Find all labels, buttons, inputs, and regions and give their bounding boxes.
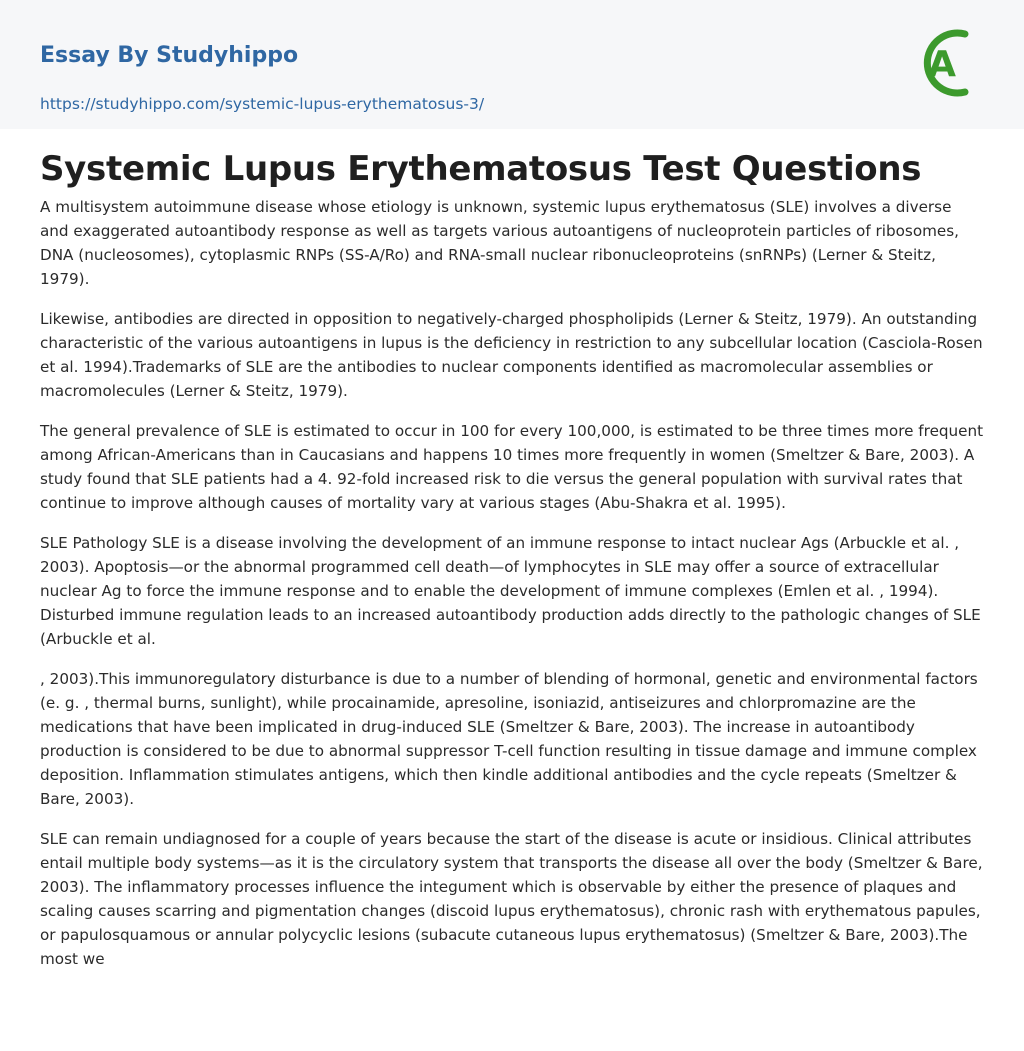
article-paragraph-3: The general prevalence of SLE is estimated to occur in 100 for every 100,000, is estimated to be three times more frequent among African-Americans than in Caucasians and happens 10 times more frequently in women (Smeltzer & Bare, 2003). A study found that SLE patients had a 4. 92-fold increased risk to die versus the general population with survival rates that continue to improve although causes of mortality vary at various stages (Abu-Shakra et al. 1995). <box>40 422 984 512</box>
article-paragraph-2: Likewise, antibodies are directed in opposition to negatively-charged phospholipids (Lerner & Steitz, 1979). An outstanding characteristic of the various autoantigens in lupus is the deficiency in restriction to any subcellular location (Casciola-Rosen et al. 1994).Trademarks of SLE are the antibodies to nuclear components identified as macromolecular assemblies or macromolecules (Lerner & Steitz, 1979). <box>40 310 983 400</box>
source-url-link[interactable]: https://studyhippo.com/systemic-lupus-erythematosus-3/ <box>40 95 485 113</box>
logo-letter: A <box>928 44 956 85</box>
studyhippo-logo-icon <box>914 18 986 108</box>
article <box>0 147 1024 971</box>
page-title: Systemic Lupus Erythematosus Test Questions <box>40 149 922 189</box>
article-paragraph-6: SLE can remain undiagnosed for a couple of years because the start of the disease is acute or insidious. Clinical attributes entail multiple body systems—as it is the circulatory system that transports the disease all over the body (Smeltzer & Bare, 2003). The inflammatory processes influence the integument which is observable by either the presence of plaques and scaling causes scarring and pigmentation changes (discoid lupus erythematosus), chronic rash with erythematous papules, or papulosquamous or annular polycyclic lesions (subacute cutaneous lupus erythematosus) (Smeltzer & Bare, 2003).The most we <box>40 830 983 968</box>
article-paragraph-5: , 2003).This immunoregulatory disturbance is due to a number of blending of hormonal, genetic and environmental factors (e. g. , thermal burns, sunlight), while procainamide, apresoline, isoniazid, antiseizures and chlorpromazine are the medications that have been implicated in drug-induced SLE (Smeltzer & Bare, 2003). The increase in autoantibody production is considered to be due to abnormal suppressor T-cell function resulting in tissue damage and immune complex deposition. Inflammation stimulates antigens, which then kindle additional antibodies and the cycle repeats (Smeltzer & Bare, 2003). <box>40 670 978 808</box>
brand-title: Essay By Studyhippo <box>40 43 299 68</box>
article-paragraph-1: A multisystem autoimmune disease whose etiology is unknown, systemic lupus erythematosus (SLE) involves a diverse and exaggerated autoantibody response as well as targets various autoantigens of nucleoprotein particles of ribosomes, DNA (nucleosomes), cytoplasmic RNPs (SS-A/Ro) and RNA-small nuclear ribonucleoproteins (snRNPs) (Lerner & Steitz, 1979). <box>40 198 959 288</box>
article-paragraph-4: SLE Pathology SLE is a disease involving the development of an immune response to intact nuclear Ags (Arbuckle et al. , 2003). Apoptosis—or the abnormal programmed cell death—of lymphocytes in SLE may offer a source of extracellular nuclear Ag to force the immune response and to enable the development of immune complexes (Emlen et al. , 1994). Disturbed immune regulation leads to an increased autoantibody production adds directly to the pathologic changes of SLE (Arbuckle et al. <box>40 534 981 648</box>
site-header <box>0 0 1024 129</box>
